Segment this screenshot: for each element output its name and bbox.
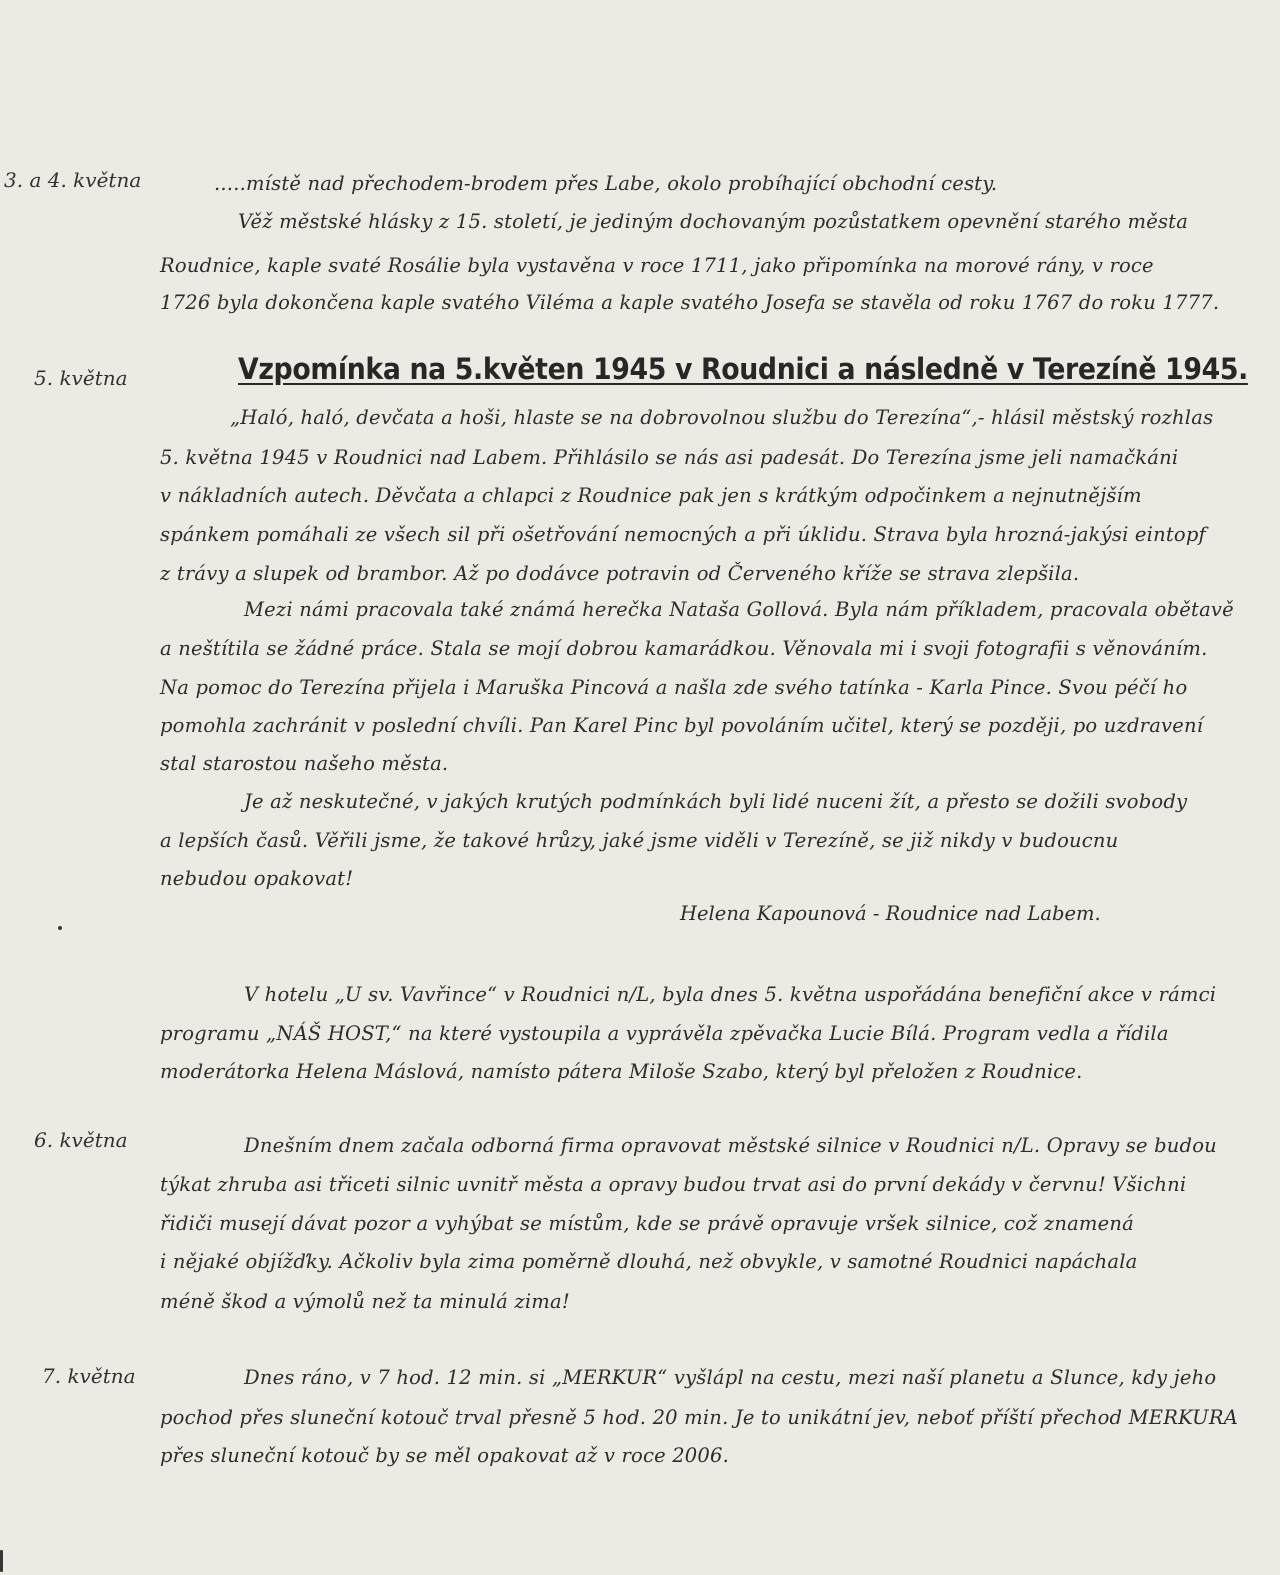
text-line: řidiči musejí dávat pozor a vyhýbat se místům, kde se právě opravuje vršek silnice, což znamená xyxy=(160,1212,1134,1235)
text-line: pochod přes sluneční kotouč trval přesně 5 hod. 20 min. Je to unikátní jev, neboť příští přechod MERKURA xyxy=(160,1406,1238,1429)
paper-speck xyxy=(58,926,62,930)
text-line: přes sluneční kotouč by se měl opakovat až v roce 2006. xyxy=(160,1444,730,1467)
memoir-signature: Helena Kapounová - Roudnice nad Labem. xyxy=(680,902,1101,925)
text-line: Na pomoc do Terezína přijela i Maruška Pincová a našla zde svého tatínka - Karla Pince. Svou péčí ho xyxy=(160,676,1188,699)
text-line: V hotelu „U sv. Vavřince“ v Roudnici n/L, byla dnes 5. května uspořádána benefiční akce v rámci xyxy=(244,983,1217,1006)
text-line: a lepších časů. Věřili jsme, že takové hrůzy, jaké jsme viděli v Terezíně, se již nikdy v budoucnu xyxy=(160,829,1119,852)
text-line: Dnešním dnem začala odborná firma opravovat městské silnice v Roudnici n/L. Opravy se budou xyxy=(244,1134,1217,1157)
text-line: spánkem pomáhali ze všech sil při ošetřování nemocných a při úklidu. Strava byla hrozná-jakýsi eintopf xyxy=(160,523,1206,546)
text-line: stal starostou našeho města. xyxy=(160,752,449,775)
entry-date: 3. a 4. května xyxy=(4,168,142,192)
text-line: „Haló, haló, devčata a hoši, hlaste se na dobrovolnou službu do Terezína“,- hlásil městský rozhlas xyxy=(230,406,1214,429)
text-line: Věž městské hlásky z 15. století, je jediným dochovaným pozůstatkem opevnění starého města xyxy=(238,210,1189,233)
text-line: 5. května 1945 v Roudnici nad Labem. Přihlásilo se nás asi padesát. Do Terezína jsme jeli namačkáni xyxy=(160,446,1179,469)
text-line: v nákladních autech. Děvčata a chlapci z Roudnice pak jen s krátkým odpočinkem a nejnutnějším xyxy=(160,484,1142,507)
text-line: programu „NÁŠ HOST,“ na které vystoupila a vyprávěla zpěvačka Lucie Bílá. Program vedla a řídila xyxy=(160,1022,1169,1045)
text-line: méně škod a výmolů než ta minulá zima! xyxy=(160,1290,570,1313)
text-line: z trávy a slupek od brambor. Až po dodávce potravin od Červeného kříže se strava zlepšila. xyxy=(160,562,1080,585)
entry-date: 6. května xyxy=(34,1128,128,1152)
text-line: 1726 byla dokončena kaple svatého Viléma a kaple svatého Josefa se stavěla od roku 1767 do roku 1777. xyxy=(160,291,1220,314)
entry-date: 5. května xyxy=(34,366,128,390)
entry-date: 7. května xyxy=(42,1364,136,1388)
text-line: a neštítila se žádné práce. Stala se mojí dobrou kamarádkou. Věnovala mi i svoji fotografii s věnováním. xyxy=(160,637,1208,660)
text-line: Je až neskutečné, v jakých krutých podmínkách byli lidé nuceni žít, a přesto se dožili svobody xyxy=(244,790,1188,813)
text-line: .....místě nad přechodem-brodem přes Labe, okolo probíhající obchodní cesty. xyxy=(214,172,998,195)
text-line: moderátorka Helena Máslová, namísto pátera Miloše Szabo, který byl přeložen z Roudnice. xyxy=(160,1060,1083,1083)
text-line: i nějaké objížďky. Ačkoliv byla zima poměrně dlouhá, než obvykle, v samotné Roudnici napáchala xyxy=(160,1250,1138,1273)
text-line: nebudou opakovat! xyxy=(160,867,354,890)
text-line: Mezi námi pracovala také známá herečka Nataša Gollová. Byla nám příkladem, pracovala obětavě xyxy=(244,598,1234,621)
text-line: týkat zhruba asi třiceti silnic uvnitř města a opravy budou trvat asi do první dekády v červnu! Všichni xyxy=(160,1173,1187,1196)
text-line: Dnes ráno, v 7 hod. 12 min. si „MERKUR“ vyšlápl na cestu, mezi naší planetu a Slunce, kdy jeho xyxy=(244,1366,1217,1389)
text-line: pomohla zachránit v poslední chvíli. Pan Karel Pinc byl povoláním učitel, který se později, po uzdravení xyxy=(160,714,1204,737)
text-line: Roudnice, kaple svaté Rosálie byla vystavěna v roce 1711, jako připomínka na morové rány, v roce xyxy=(160,254,1154,277)
paper-edge-mark xyxy=(0,1550,3,1572)
memoir-heading: Vzpomínka na 5.květen 1945 v Roudnici a následně v Terezíně 1945. xyxy=(238,352,1248,386)
